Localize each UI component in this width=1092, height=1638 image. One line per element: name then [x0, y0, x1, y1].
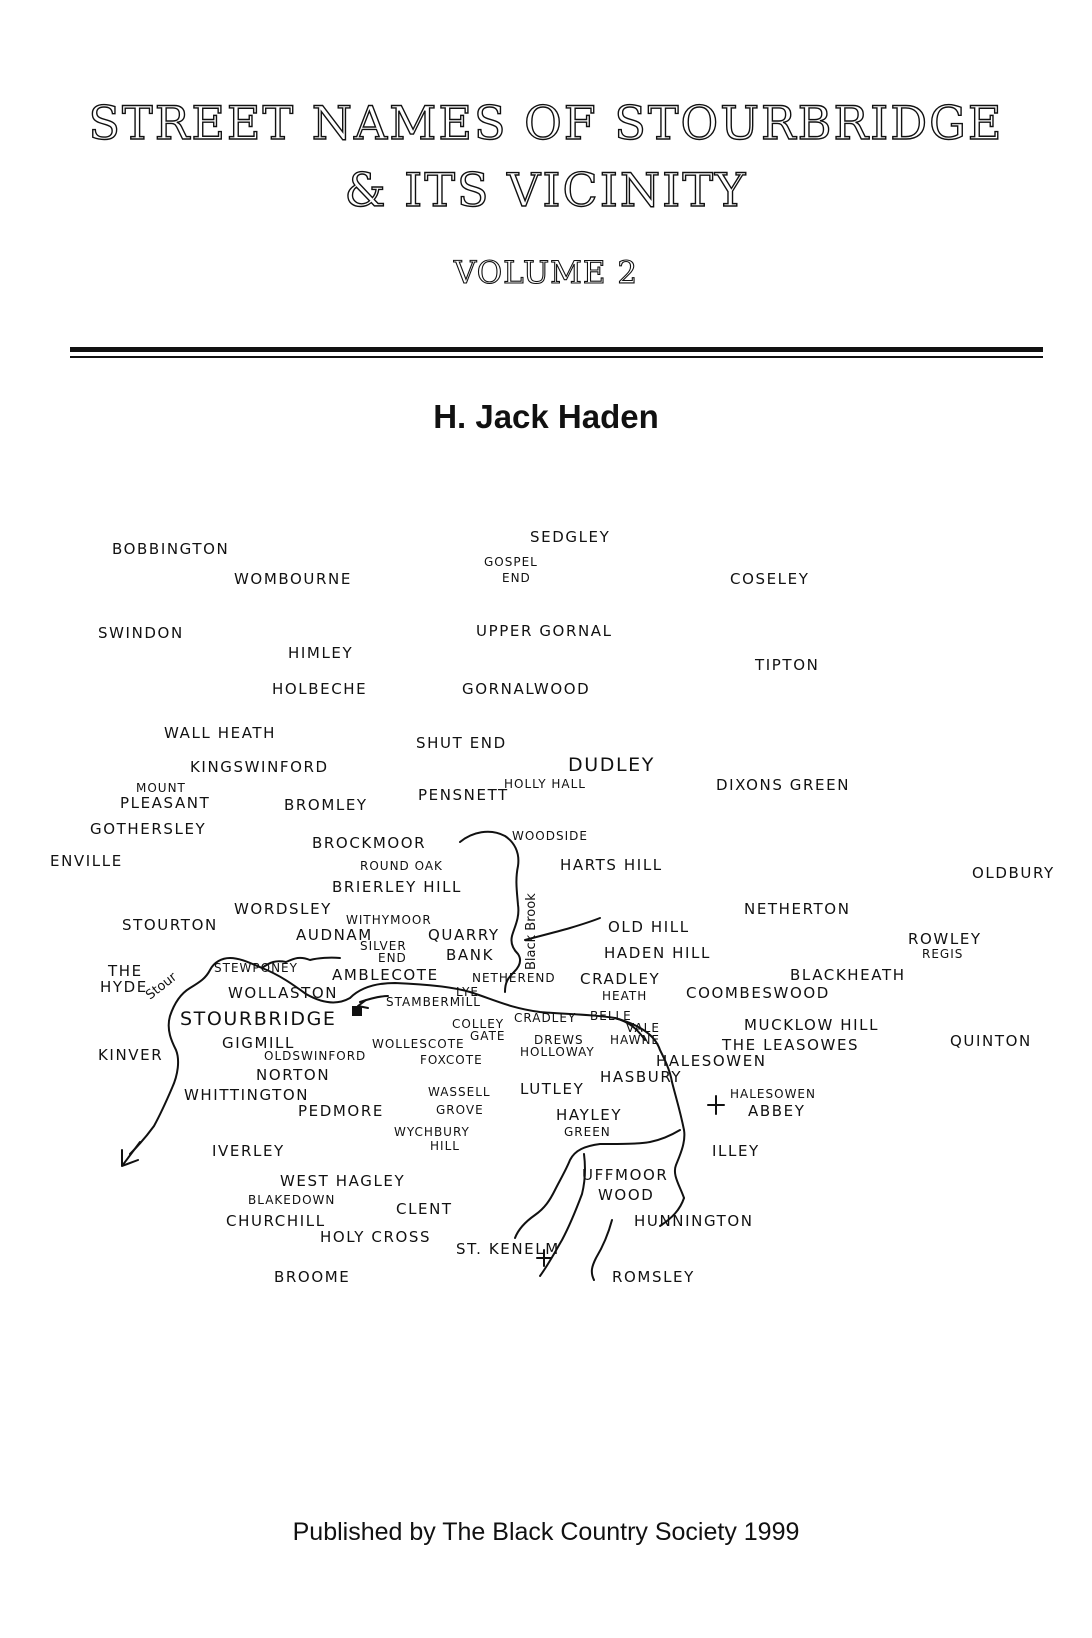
place-colley-gate: GATE	[470, 1029, 506, 1043]
place-gothersley: GOTHERSLEY	[90, 820, 207, 838]
place-holy-cross: HOLY CROSS	[320, 1228, 432, 1246]
place-broome: BROOME	[274, 1268, 351, 1286]
black-brook-river-label: Black Brook	[524, 893, 539, 970]
place-wychbury: WYCHBURY	[394, 1125, 470, 1139]
stourbridge-marker	[352, 1006, 362, 1016]
volume-label: VOLUME 2	[453, 255, 639, 291]
place-cradley-heath: HEATH	[602, 989, 648, 1003]
divider-thin	[70, 356, 1043, 358]
publisher-line: Published by The Black Country Society 1999	[292, 1518, 800, 1546]
place-bank: BANK	[446, 946, 495, 964]
place-colley: COLLEY	[452, 1017, 505, 1031]
place-uffmoor-wood: WOOD	[598, 1186, 655, 1204]
place-hyde: HYDE	[100, 978, 148, 996]
place-uffmoor: UFFMOOR	[582, 1166, 669, 1184]
place-mount: MOUNT	[136, 781, 186, 795]
place-himley: HIMLEY	[288, 644, 354, 662]
place-dixons-green: DIXONS GREEN	[716, 776, 851, 794]
place-wychbury-hill: HILL	[430, 1139, 460, 1153]
place-romsley: ROMSLEY	[612, 1268, 695, 1286]
place-enville: ENVILLE	[50, 852, 123, 870]
place-rowley: ROWLEY	[908, 930, 982, 948]
place-harts-hill: HARTS HILL	[560, 856, 663, 874]
place-lutley: LUTLEY	[520, 1080, 585, 1098]
place-netherton: NETHERTON	[744, 900, 851, 918]
place-netherend: NETHEREND	[472, 971, 556, 985]
place-haden-hill: HADEN HILL	[604, 944, 711, 962]
place-dudley: DUDLEY	[568, 754, 655, 776]
title-line-2: & ITS VICINITY	[344, 163, 748, 217]
place-stewponey: STEWPONEY	[214, 961, 298, 975]
place-coseley: COSELEY	[730, 570, 810, 588]
place-abbey: ABBEY	[748, 1102, 806, 1120]
river-arrow-mark	[122, 1142, 140, 1166]
place-clent: CLENT	[396, 1200, 453, 1218]
place-coombeswood: COOMBESWOOD	[686, 984, 830, 1002]
place-lye: LYE	[456, 985, 480, 999]
place-blakedown: BLAKEDOWN	[248, 1193, 336, 1207]
place-audnam: AUDNAM	[296, 926, 373, 944]
place-oldbury: OLDBURY	[972, 864, 1055, 882]
place-hasbury: HASBURY	[600, 1068, 683, 1086]
place-wollescote: WOLLESCOTE	[372, 1037, 465, 1051]
place-tipton: TIPTON	[755, 656, 820, 674]
place-the-leasowes: THE LEASOWES	[722, 1036, 860, 1054]
place-withymoor: WITHYMOOR	[346, 913, 432, 927]
place-churchill: CHURCHILL	[226, 1212, 326, 1230]
place-stambermill: STAMBERMILL	[386, 995, 481, 1009]
place-halesowen-abbey-1: HALESOWEN	[730, 1087, 816, 1101]
place-quinton: QUINTON	[950, 1032, 1032, 1050]
place-gornalwood: GORNALWOOD	[462, 680, 591, 698]
place-amblecote: AMBLECOTE	[332, 966, 439, 984]
stour-river-label: Stour	[143, 969, 180, 1004]
hunnington-branch-line	[592, 1220, 612, 1280]
place-brockmoor: BROCKMOOR	[312, 834, 427, 852]
place-drews: DREWS	[534, 1033, 584, 1047]
place-belle: BELLE	[590, 1009, 632, 1023]
place-sedgley: SEDGLEY	[530, 528, 611, 546]
place-gigmill: GIGMILL	[222, 1034, 295, 1052]
place-the: THE	[108, 962, 143, 980]
place-woodside: WOODSIDE	[512, 829, 588, 843]
place-shut-end: SHUT END	[416, 734, 507, 752]
place-gospel-end: END	[502, 571, 531, 585]
place-wombourne: WOMBOURNE	[234, 570, 352, 588]
place-stourbridge: STOURBRIDGE	[180, 1008, 337, 1030]
place-kinver: KINVER	[98, 1046, 164, 1064]
place-cradley-2: CRADLEY	[514, 1011, 577, 1025]
place-iverley: IVERLEY	[212, 1142, 285, 1160]
place-grove: GROVE	[436, 1103, 484, 1117]
place-brierley-hill: BRIERLEY HILL	[332, 878, 463, 896]
place-upper-gornal: UPPER GORNAL	[476, 622, 613, 640]
place-silver-end: END	[378, 951, 407, 965]
place-norton: NORTON	[256, 1066, 331, 1084]
place-round-oak: ROUND OAK	[360, 859, 443, 873]
black-brook-line	[460, 832, 520, 992]
place-hayley-green: GREEN	[564, 1125, 611, 1139]
place-st-kenelm: ST. KENELM	[456, 1240, 560, 1258]
place-blackheath: BLACKHEATH	[790, 966, 906, 984]
place-wollaston: WOLLASTON	[228, 984, 339, 1002]
place-cradley: CRADLEY	[580, 970, 661, 988]
author-name: H. Jack Haden	[433, 398, 659, 435]
place-silver: SILVER	[360, 939, 407, 953]
place-belle-vale: VALE	[626, 1021, 660, 1035]
halesowen-abbey-cross	[708, 1096, 724, 1114]
place-regis: REGIS	[922, 947, 964, 961]
place-hawne: HAWNE	[610, 1033, 660, 1047]
area-map	[0, 530, 1092, 1360]
place-pleasant: PLEASANT	[120, 794, 211, 812]
place-mucklow-hill: MUCKLOW HILL	[744, 1016, 880, 1034]
place-kingswinford: KINGSWINFORD	[190, 758, 329, 776]
place-illey: ILLEY	[712, 1142, 760, 1160]
place-oldswinford: OLDSWINFORD	[264, 1049, 367, 1063]
place-hayley: HAYLEY	[556, 1106, 623, 1124]
place-wassell: WASSELL	[428, 1085, 491, 1099]
place-holbeche: HOLBECHE	[272, 680, 368, 698]
place-stourton: STOURTON	[122, 916, 218, 934]
place-whittington: WHITTINGTON	[184, 1086, 310, 1104]
place-wordsley: WORDSLEY	[234, 900, 332, 918]
place-bobbington: BOBBINGTON	[112, 540, 230, 558]
place-holly-hall: HOLLY HALL	[504, 777, 586, 791]
place-gospel: GOSPEL	[484, 555, 538, 569]
place-hunnington: HUNNINGTON	[634, 1212, 754, 1230]
place-bromley: BROMLEY	[284, 796, 368, 814]
place-pensnett: PENSNETT	[418, 786, 509, 804]
place-quarry: QUARRY	[428, 926, 500, 944]
place-foxcote: FOXCOTE	[420, 1053, 483, 1067]
place-old-hill: OLD HILL	[608, 918, 690, 936]
place-wall-heath: WALL HEATH	[164, 724, 277, 742]
place-west-hagley: WEST HAGLEY	[280, 1172, 406, 1190]
place-halesowen: HALESOWEN	[656, 1052, 767, 1070]
divider-thick	[70, 347, 1043, 352]
place-swindon: SWINDON	[98, 624, 184, 642]
title-line-1: STREET NAMES OF STOURBRIDGE	[88, 96, 1004, 150]
place-pedmore: PEDMORE	[298, 1102, 384, 1120]
place-holloway: HOLLOWAY	[520, 1045, 595, 1059]
